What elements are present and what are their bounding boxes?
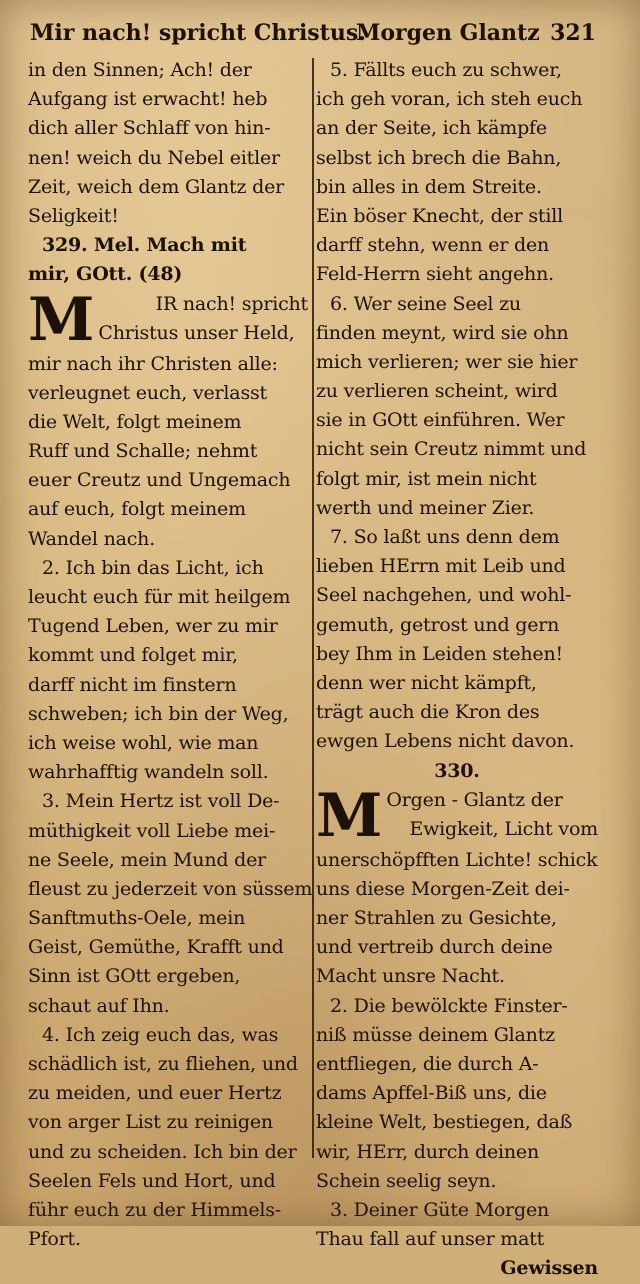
verse-start-line: 2. Die bewölckte Finster- (330, 994, 568, 1017)
header-left-title: Mir nach! spricht Christus. (30, 20, 366, 46)
verse-start-line: 3. Deiner Güte Morgen (330, 1198, 550, 1221)
text-line: ewgen Lebens nicht davon. (316, 730, 575, 753)
text-line: Ruff und Schalle; nehmt (28, 440, 258, 463)
text-line: denn wer nicht kämpft, (316, 671, 537, 694)
text-line: kommt und folget mir, (28, 644, 238, 667)
verse-start-line: 6. Wer seine Seel zu (330, 292, 521, 315)
text-line: nen! weich du Nebel eitler (28, 146, 280, 169)
text-line: zu verlieren scheint, wird (316, 380, 558, 403)
text-line: müthigkeit voll Liebe mei- (28, 819, 276, 842)
text-line: schweben; ich bin der Weg, (28, 702, 289, 725)
text-line: bey Ihm in Leiden stehen! (316, 642, 563, 665)
text-line: darff stehn, wenn er den (316, 234, 550, 257)
catchword: Gewissen (500, 1257, 598, 1280)
text-line: Sinn ist GOtt ergeben, (28, 965, 241, 988)
text-line: und vertreib durch deine (316, 936, 553, 959)
text-line: leucht euch für mit heilgem (28, 586, 291, 608)
verse-start-line: 4. Ich zeig euch das, was (42, 1023, 279, 1046)
text-line: an der Seite, ich kämpfe (316, 117, 547, 140)
text-line: schädlich ist, zu fliehen, und (28, 1053, 298, 1075)
text-line: uns diese Morgen-Zeit dei- (316, 877, 570, 900)
text-line: euer Creutz und Ungemach (28, 469, 291, 492)
text-line: IR nach! spricht (155, 292, 308, 315)
text-line: wir, HErr, durch deinen (316, 1140, 540, 1163)
text-line: auf euch, folgt meinem (28, 498, 246, 521)
text-line: ne Seele, mein Mund der (28, 848, 267, 871)
text-line: wahrhafftig wandeln soll. (28, 761, 269, 784)
text-line: Seel nachgehen, und wohl- (316, 584, 572, 607)
text-line: bin alles in dem Streite. (316, 175, 542, 198)
text-line: Zeit, weich dem Glantz der (28, 175, 284, 198)
text-line: Christus unser Held, (98, 321, 295, 344)
verse-start-line: 5. Fällts euch zu schwer, (330, 59, 562, 81)
text-line: mich verlieren; wer sie hier (316, 350, 578, 373)
text-line: Macht unsre Nacht. (316, 965, 505, 988)
hymn-329-continuation (316, 56, 598, 757)
text-line: fleust zu jederzeit von süssem (28, 877, 313, 900)
text-line: Ewigkeit, Licht vom (409, 817, 598, 840)
text-line: trägt auch die Kron des (316, 701, 540, 724)
text-line: Orgen - Glantz der (386, 788, 563, 811)
hymn-330-number: 330. (434, 759, 480, 782)
text-line: ner Strahlen zu Gesichte, (316, 907, 557, 930)
text-line: Wandel nach. (28, 527, 156, 550)
text-line: Feld-Herrn sieht angehn. (316, 263, 554, 286)
text-line: dich aller Schlaff von hin- (28, 117, 271, 140)
drop-cap: M (28, 284, 95, 355)
text-line: selbst ich brech die Bahn, (316, 146, 562, 169)
text-line: mir nach ihr Christen alle: (28, 352, 278, 375)
hymn-330-opening (316, 780, 598, 851)
verse-start-line: 3. Mein Hertz ist voll De- (42, 790, 280, 813)
text-line: in den Sinnen; Ach! der (28, 59, 252, 81)
text-line: Sanftmuths-Oele, mein (28, 907, 246, 930)
text-line: kleine Welt, bestiegen, daß (316, 1111, 573, 1134)
page-number: 321 (550, 20, 596, 46)
text-line: Pfort. (28, 1228, 81, 1251)
text-line: Tugend Leben, wer zu mir (28, 615, 278, 638)
text-line: ich weise wohl, wie man (28, 731, 259, 754)
left-column (28, 56, 313, 1254)
text-line: darff nicht im finstern (28, 673, 237, 696)
right-column (316, 56, 598, 1284)
text-line: sie in GOtt einführen. Wer (316, 409, 565, 432)
hymn-329-opening (28, 284, 308, 355)
text-line: Schein seelig seyn. (316, 1169, 497, 1192)
verse-start-line: 2. Ich bin das Licht, ich (42, 556, 264, 579)
hymn-melody: mir, GOtt. (48) (28, 263, 183, 286)
text-line: gemuth, getrost und gern (316, 613, 560, 636)
drop-cap: M (316, 780, 383, 851)
running-header (30, 14, 596, 52)
hymn-heading: 329. Mel. Mach mit (42, 234, 247, 257)
text-line: unerschöpfften Lichte! schick (316, 848, 598, 871)
text-line: Aufgang ist erwacht! heb (28, 88, 268, 111)
verse-start-line: 7. So laßt uns denn dem (330, 526, 560, 548)
text-line: entfliegen, die durch A- (316, 1053, 539, 1075)
text-line: finden meynt, wird sie ohn (316, 321, 569, 344)
hymn-330-body (316, 846, 598, 1255)
text-line: verleugnet euch, verlasst (28, 381, 267, 404)
text-line: und zu scheiden. Ich bin der (28, 1140, 297, 1163)
text-line: zu meiden, und euer Hertz (28, 1082, 282, 1105)
text-line: niß müsse deinem Glantz (316, 1023, 555, 1046)
text-line: führ euch zu der Himmels- (28, 1198, 282, 1221)
text-line: Seligkeit! (28, 204, 119, 227)
text-line: Seelen Fels und Hort, und (28, 1169, 276, 1192)
column-divider (312, 58, 314, 1158)
hymn-329-body (28, 350, 313, 1255)
text-line: dams Apffel-Biß uns, die (316, 1082, 547, 1105)
text-line: schaut auf Ihn. (28, 994, 170, 1017)
text-line: von arger List zu reinigen (28, 1111, 273, 1134)
text-line: Ein böser Knecht, der still (316, 204, 563, 227)
header-middle-title: Morgen Glantz (356, 20, 540, 46)
text-line: die Welt, folgt meinem (28, 410, 242, 433)
text-line: Thau fall auf unser matt (316, 1228, 545, 1251)
text-line: ich geh voran, ich steh euch (316, 88, 583, 111)
text-line: nicht sein Creutz nimmt und (316, 438, 587, 461)
text-line: lieben HErrn mit Leib und (316, 555, 566, 578)
text-line: werth und meiner Zier. (316, 496, 535, 519)
text-line: Geist, Gemüthe, Krafft und (28, 936, 284, 959)
text-line: folgt mir, ist mein nicht (316, 467, 537, 490)
